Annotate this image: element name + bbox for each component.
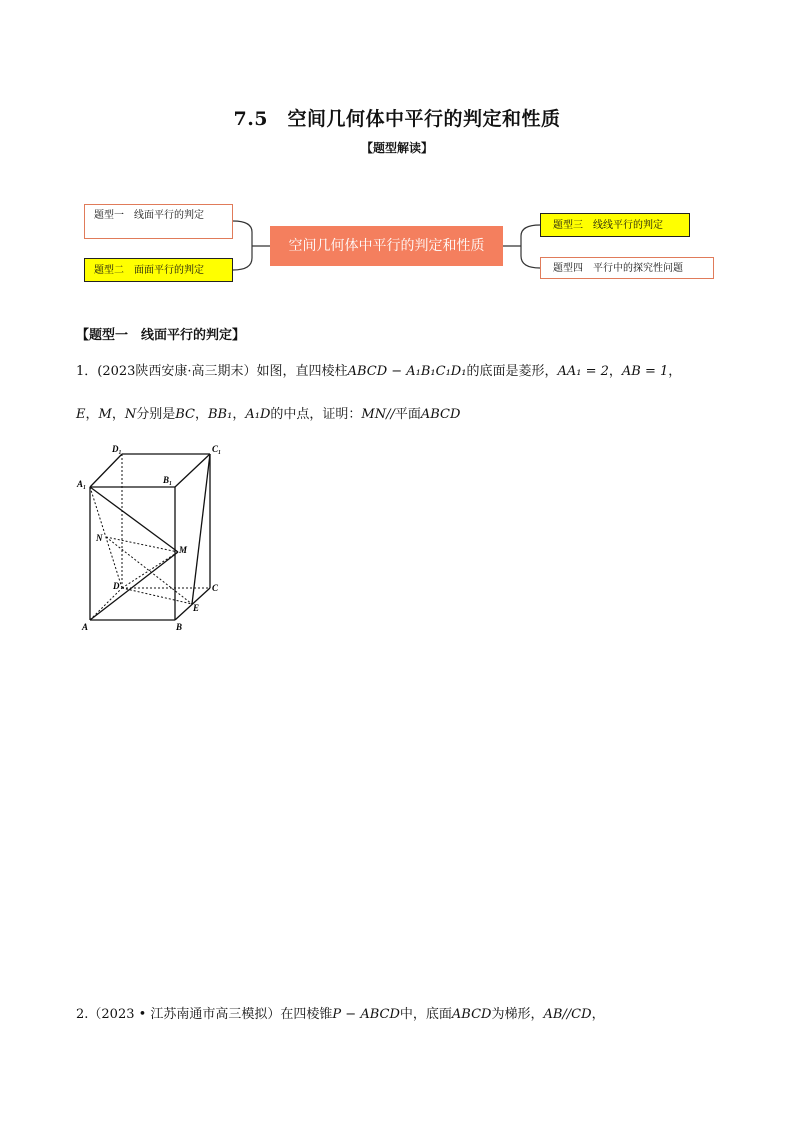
mindmap-topic-1: 题型一 线面平行的判定 (84, 204, 233, 239)
q2-pyr: P − ABCD (332, 1007, 400, 1022)
label-m: M (179, 545, 188, 555)
q2-mid2: 为梯形， (491, 1007, 544, 1022)
q1-bb1: BB₁ (208, 407, 233, 422)
page-title: 7.5 空间几何体中平行的判定和性质 (233, 108, 561, 130)
mindmap-topic-3: 题型三 线线平行的判定 (540, 213, 690, 237)
q1-eq1: AA₁ = 2 (557, 364, 609, 379)
q1-text1: 分别是 (136, 407, 176, 422)
question-1-line-1 (76, 360, 681, 379)
q1-m: M (98, 407, 112, 422)
q1-text2: 的中点，证明： (270, 407, 362, 422)
q1-prism: ABCD − A₁B₁C₁D₁ (347, 364, 467, 379)
q2-mid: 中，底面 (399, 1007, 452, 1022)
label-d: D (113, 581, 120, 591)
q2-end: ， (591, 1007, 605, 1022)
prism-figure (70, 440, 230, 640)
q1-mid: 的底面是菱形， (466, 364, 558, 379)
q1-plane: 平面 (394, 407, 421, 422)
q2-prefix: 2.（2023 • 江苏南通市高三模拟）在四棱锥 (76, 1007, 333, 1022)
q2-abcd: ABCD (451, 1007, 492, 1022)
label-n: N (96, 533, 103, 543)
label-c: C (212, 583, 219, 593)
mindmap-topic-4: 题型四 平行中的探究性问题 (540, 257, 714, 279)
label-d1: D₁ (112, 444, 122, 454)
q1-n: N (124, 407, 137, 422)
label-c1: C₁ (212, 444, 222, 454)
section-heading: 【题型一 线面平行的判定】 (76, 328, 246, 343)
label-b1: B₁ (163, 475, 173, 485)
q1-abcd: ABCD (420, 407, 461, 422)
question-2-line-1 (76, 1003, 605, 1022)
label-e: E (193, 603, 200, 613)
q1-end: ， (668, 364, 682, 379)
q1-prefix: 1．(2023陕西安康·高三期末）如图，直四棱柱 (76, 364, 348, 379)
q1-a1d: A₁D (245, 407, 271, 422)
q1-bc: BC (175, 407, 195, 422)
q2-par: AB//CD (543, 1007, 592, 1022)
label-a: A (82, 622, 89, 632)
label-a1: A₁ (77, 479, 87, 489)
question-1-line-2: E，M，N分别是BC，BB₁，A₁D的中点，证明：MN//平面ABCD (76, 407, 461, 422)
q1-eq2: AB = 1 (621, 364, 669, 379)
label-b: B (176, 622, 183, 632)
q1-e: E (76, 407, 86, 422)
mindmap-topic-2: 题型二 面面平行的判定 (84, 258, 233, 282)
mindmap-center: 空间几何体中平行的判定和性质 (270, 226, 503, 266)
q1-mn: MN// (361, 407, 395, 422)
page-subtitle: 【题型解读】 (360, 141, 433, 155)
q1-sep: ， (608, 364, 622, 379)
